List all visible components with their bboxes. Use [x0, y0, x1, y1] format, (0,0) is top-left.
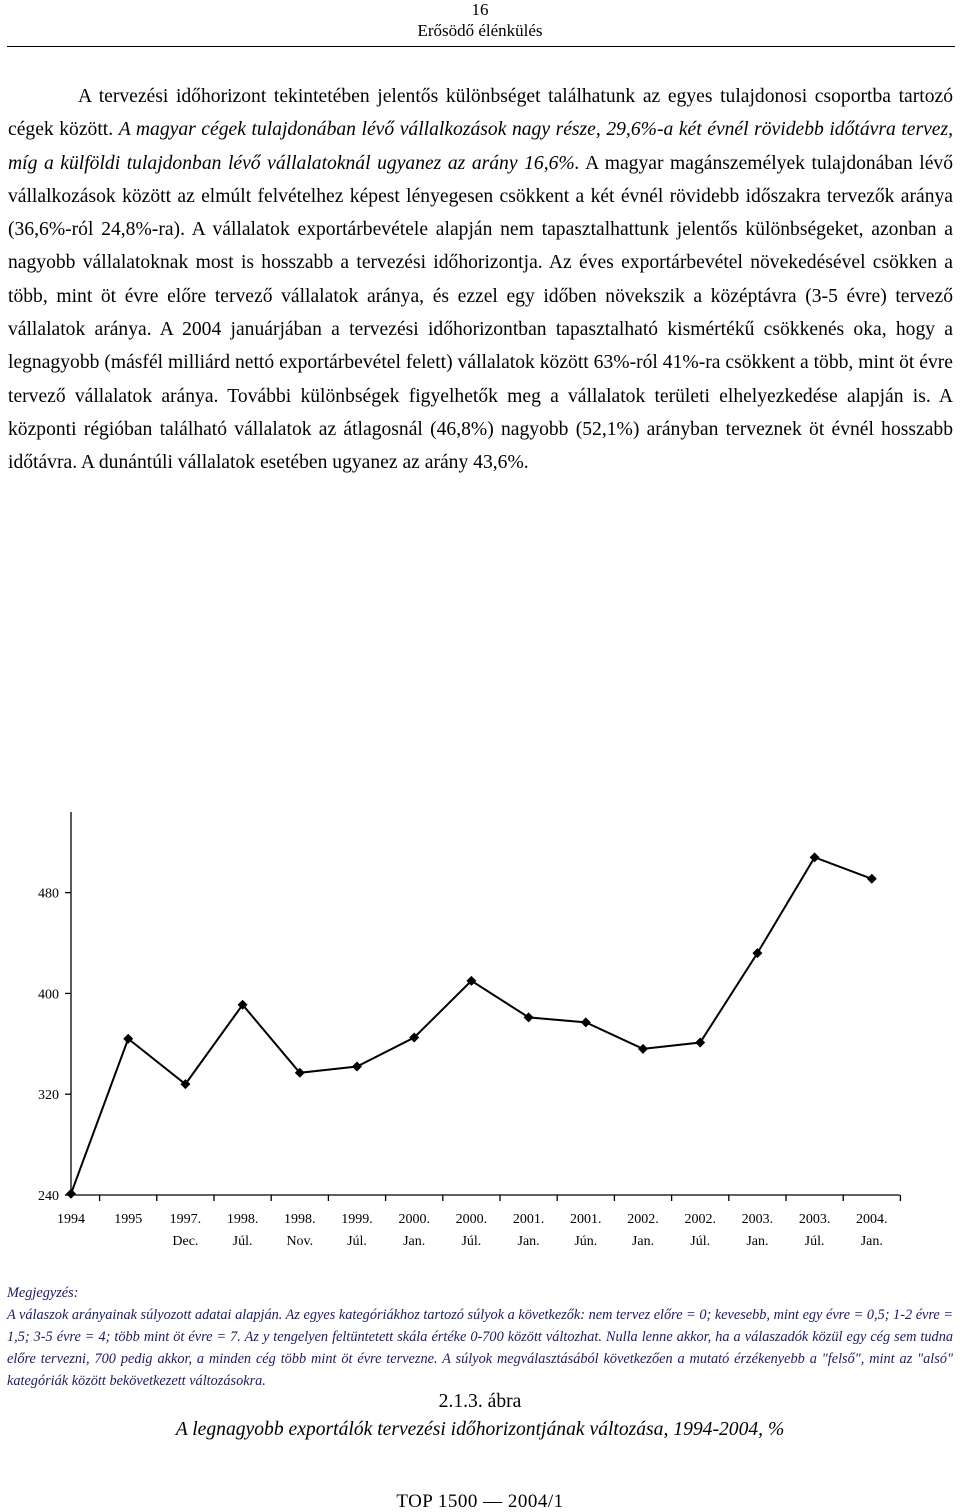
data-point	[752, 948, 762, 958]
x-tick-label: 2002.	[684, 1212, 716, 1227]
x-tick-label: 2001.	[512, 1212, 545, 1227]
note-text: A válaszok arányainak súlyozott adatai alapján. Az egyes kategóriákhoz tartozó súlyok a következők: nem tervez előre = 0; kevesebb, mint egy évre = 0,5; 1-2 évre = 1,5; 3-5 évre = 4; több mint öt évre = 7. Az y tengelyen feltüntetett skála értéke 0-700 között változhat. Nulla lenne akkor, ha a válaszadók közül egy cég sem tudna előre tervezni, 700 pedig akkor, a minden cég több mint öt évre tervezne. A súlyok megválasztásából következően a mutató érzékenyebb a "felső", mint az "alsó" kategóriák között bekövetkezett változásokra.	[7, 1307, 953, 1389]
x-tick-label: Jún.	[574, 1234, 598, 1249]
x-tick-label: 2003.	[741, 1212, 774, 1227]
x-tick-label: 1998.	[284, 1212, 316, 1227]
running-header: Erősödő élénkülés	[417, 21, 543, 40]
x-tick-label: 2004.	[856, 1212, 888, 1227]
figure-note	[7, 1282, 953, 1392]
data-point	[66, 1189, 76, 1199]
x-tick-label: Nov.	[286, 1234, 314, 1249]
x-tick-label: Jan.	[631, 1234, 655, 1249]
figure-title: A legnagyobb exportálók tervezési időhorizontjának változása, 1994-2004, %	[175, 1419, 785, 1440]
data-point	[352, 1061, 362, 1071]
x-tick-label: Júl.	[232, 1234, 253, 1249]
sentence-1: A tervezési időhorizont tekintetében jelentős különbséget találhatunk az egyes tulajdonosi csoportba tartozó cégek között.	[8, 86, 953, 141]
data-point	[810, 852, 820, 862]
sentence-2-italic: A magyar cégek tulajdonában lévő vállalkozások nagy része, 29,6%-a két évnél rövidebb időtávra tervez, míg a külföldi tulajdonban lévő vállalatoknál ugyanez az arány 16,6%.	[8, 119, 953, 174]
x-tick-label: 1997.	[169, 1212, 202, 1227]
page-footer: TOP 1500 — 2004/1	[396, 1491, 564, 1512]
x-tick-label: Júl.	[690, 1234, 711, 1249]
x-tick-label: 1995	[114, 1212, 143, 1227]
page-number: 16	[471, 0, 489, 19]
figure-number: 2.1.3. ábra	[438, 1391, 522, 1412]
series-line	[71, 857, 872, 1193]
y-tick-label: 240	[38, 1189, 59, 1204]
x-tick-label: Dec.	[172, 1234, 199, 1249]
x-tick-label: Júl.	[347, 1234, 367, 1249]
x-tick-label: Jan.	[403, 1234, 426, 1249]
x-tick-label: 1998.	[226, 1212, 259, 1227]
x-tick-label: 1999.	[341, 1212, 373, 1227]
x-tick-label: Jan.	[860, 1234, 883, 1249]
y-tick-label: 480	[38, 886, 59, 902]
data-point	[581, 1017, 591, 1027]
x-tick-label: Júl.	[461, 1234, 482, 1249]
x-tick-label: 1994	[57, 1212, 85, 1227]
data-point	[867, 874, 877, 884]
x-tick-label: 2000.	[455, 1212, 488, 1227]
x-tick-label: Jan.	[746, 1234, 769, 1249]
data-point	[524, 1012, 534, 1022]
data-point	[695, 1038, 705, 1048]
x-tick-label: Jan.	[517, 1234, 540, 1249]
x-tick-label: 2000.	[398, 1212, 430, 1227]
data-point	[638, 1044, 648, 1054]
x-tick-label: 2002.	[627, 1212, 659, 1227]
sentence-3: A magyar magánszemélyek tulajdonában lévő vállalkozások között az elmúlt felvételhez képest lényegesen csökkent a két évnél rövidebb időszakra tervezők aránya (36,6%-ról 24,8%-ra). A vállalatok exportárbevétele alapján nem tapasztalhattunk jelentős különbségeket, azonban a nagyobb vállalatoknak most is hosszabb a tervezési időhorizontja. Az éves exportárbevétel növekedésével csökken a több, mint öt évre előre tervező vállalatok aránya, és ezzel egy időben növekszik a középtávra (3-5 évre) tervező vállalatok aránya. A 2004 januárjában a tervezési időhorizontban tapasztalható kismértékű csökkenés oka, hogy a legnagyobb (másfél milliárd nettó exportárbevétel felett) vállalatok között 63%-ról 41%-ra csökkent a több, mint öt évre tervező vállalatok aránya. További különbségek figyelhetők meg a vállalatok területi elhelyezkedése alapján is. A központi régióban található vállalatok az átlagosnál (46,8%) nagyobb (52,1%) arányban terveznek öt évnél hosszabb időtávra. A dunántúli vállalatok esetében ugyanez az arány 43,6%.	[8, 152, 953, 474]
y-tick-label: 320	[38, 1088, 59, 1104]
x-tick-label: 2001.	[570, 1212, 602, 1227]
x-tick-label: 2003.	[798, 1212, 831, 1227]
x-tick-label: Júl.	[804, 1234, 825, 1249]
note-title: Megjegyzés:	[7, 1285, 79, 1301]
y-tick-label: 400	[38, 987, 59, 1003]
